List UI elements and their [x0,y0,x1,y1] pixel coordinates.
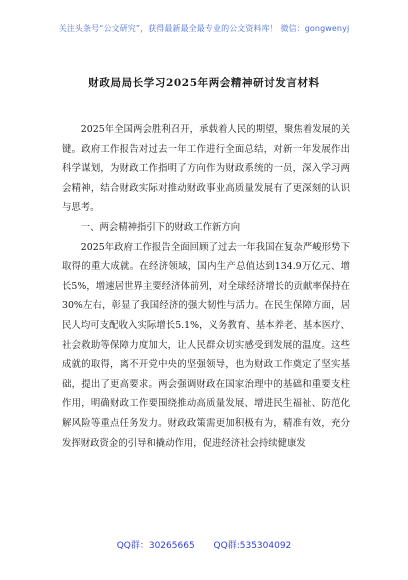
document-body [62,120,350,453]
paragraph-intro: 2025年全国两会胜利召开，承载着人民的期望，聚焦着发展的关键。政府工作报告对过去一年工作进行全面总结，对新一年发展作出科学谋划，为财政工作指明了方向作为财政系统的一员，深入学习两会精神，结合财政实际对推动财政事业高质量发展有了更深刻的认识与思考。 [62,124,350,214]
section-heading: 一、两会精神指引下的财政工作新方向 [80,221,241,233]
qq-group-2: QQ群:535304092 [213,541,292,551]
document-title: 财政局局长学习2025年两会精神研讨发言材料 [88,77,320,89]
qq-group-footer [0,538,408,551]
paragraph-achievements: 2025年政府工作报告全面回顾了过去一年我国在复杂严峻形势下取得的重大成就。在经济领域，国内生产总值达到134.9万亿元、增长5%，增速居世界主要经济体前列，对全球经济增长的贡献率保持在30%左右，彰显了我国经济的强大韧性与活力。在民生保障方面，居民人均可支配收入实际增长5.1%，义务教育、基本养老、基本医疗、社会救助等保障力度加大，让人民群众切实感受到发展的温度。这些成就的取得，离不开党中央的坚强领导，也为财政工作奠定了坚实基础，提出了更高要求。两会强调财政在国家治理中的基础和重要支柱作用，明确财政工作要围绕推动高质量发展、增进民生福祉、防范化解风险等重点任务发力。财政政策需更加积极有为，精准有效，充分发挥财政资金的引导和撬动作用，促进经济社会持续健康发 [62,241,350,449]
qq-group-1: QQ群：30265665 [116,541,195,551]
promo-header: 关注头条号“公文研究”，获得最新最全最专业的公文资料库！ 微信：gongwenyj [58,24,350,33]
